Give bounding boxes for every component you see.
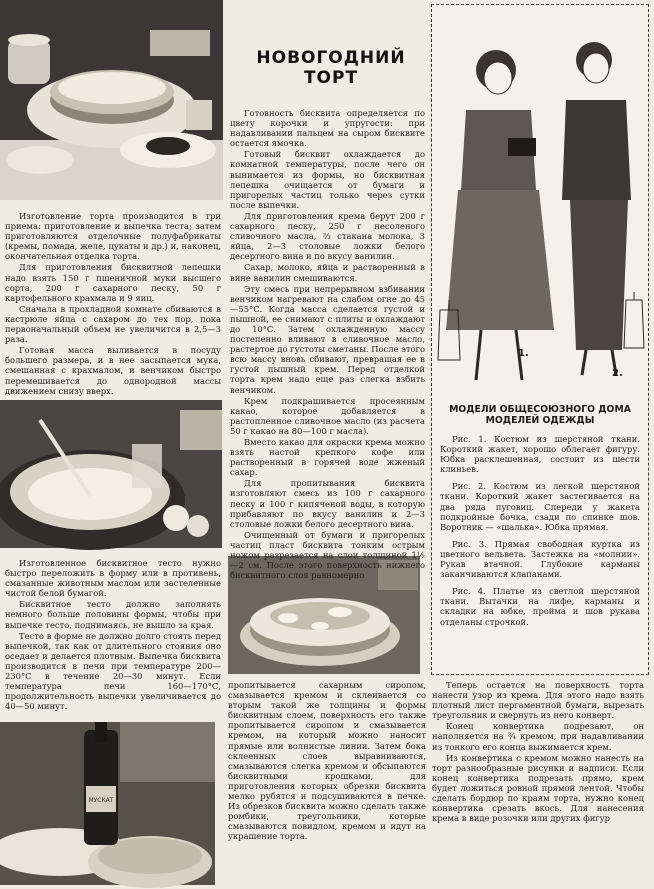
wine-bottle-photo (0, 722, 215, 885)
paragraph: Очищенный от бумаги и пригорелых частиц пласт бисквита тонким острым ножом разрезается на слои толщиной 1½—2 см. После этого поверхность нижнего бисквитного слоя равномерно (230, 529, 425, 581)
paragraph: Теперь остается на поверхность торта нанести узор из крема. Для этого надо взять плотный лист пергаментной бумаги, вырезать треугольник и свернуть из него конверт. (432, 680, 644, 721)
paragraph: Эту смесь при непрерывном взбивании венчиком нагревают на слабом огне до 45—55°С. Когда масса сделается густой и пышной, ее снимают с плиты и охлаждают до 10°С. Затем охлажденную массу постепенно вливают в сливочное масло, растертое до густоты сметаны. После этого всю массу вновь сбивают, превращая ее в густой пышный крем. Перед отделкой торта крем надо еще раз слегка взбить венчиком. (230, 283, 425, 395)
paragraph: Крем подкрашивается просеянным какао, которое добавляется в растопленное сливочное масло (из расчета 50 г какао на 80—100 г масла). (230, 395, 425, 436)
paragraph: Сначала в прохладной комнате сбиваются в кастрюле яйца с сахаром до тех пор, пока первоначальный объем не увеличится в 2,5—3 раза. (5, 303, 221, 345)
paragraph: Готовый бисквит охлаждается до комнатной температуры, после чего он вынимается из формы, но бисквитная лепешка очищается от бумаги и пригорелых частиц только через сутки после выпечки. (230, 149, 425, 210)
caption: Рис. 1. Костюм из шерстяной ткани. Короткий жакет, хорошо облегает фигуру. Юбка расклешенная, состоит из шести клиньев. (440, 434, 640, 475)
fashion-captions (440, 434, 640, 670)
paragraph: Изготовление торта производится в три приема: приготовление и выпечка теста; затем приготовляются отделочные полуфабрикаты (кремы, помада, желе, цукаты и др.) и, наконец, окончательная отделка торта. (5, 211, 221, 262)
mixing-bowl-photo (0, 400, 222, 548)
article-column-1-top (5, 211, 221, 397)
caption: Рис. 4. Платье из светлой шерстяной ткани. Вытачки на лифе, карманы и складки на юбке, пройма и шов рукава отделаны строчкой. (440, 586, 640, 627)
paragraph: Из конвертика с кремом можно нанесть на торт разнообразные рисунки и надписи. Если конец конвертика подрезать прямо, крем будет ложиться ровной прямой лентой. Чтобы сделать бордюр по краям торта, нужно конец конвертика срезать вкось. Для нанесения крема в виде розочки или других фигур (432, 752, 644, 824)
paragraph: Конец конвертика подрезают, он наполняется на ¾ кремом, при надавливании из тонкого его конца выжимается крем. (432, 721, 644, 752)
paragraph: Для пропитывания бисквита изготовляют смесь из 100 г сахарного песку и 100 г кипяченой воды, в которую прибавляют по вкусу ванилин и 2—3 столовые ложки белого десертного вина. (230, 478, 425, 529)
paragraph: Готовность бисквита определяется по цвету корочки и упругости: при надавливании пальцем на сыром бисквите остается ямочка. (230, 108, 425, 149)
paragraph: Сахар, молоко, яйца и растворенный в вине ванилин смешиваются. (230, 262, 425, 283)
article-column-2 (230, 108, 425, 581)
mixing-bowl-illustration (0, 400, 222, 548)
cake-table-photo (0, 0, 223, 200)
wine-bottle-illustration (0, 722, 215, 885)
figure-number-2: 2. (612, 368, 623, 379)
paragraph: Вместо какао для окраски крема можно взять настой крепкого кофе или растворенный в горячей воде жженый сахар. (230, 437, 425, 478)
paragraph: Для приготовления крема берут 200 г сахарного песку, 250 г несоленого сливочного масла, ⅔ стакана молока, 3 яйца, 2—3 столовые ложки белого десертного вина и по вкусу ванилин. (230, 210, 425, 262)
fashion-figure-1 (446, 50, 554, 380)
figure-number-1: 1. (518, 348, 529, 359)
paragraph: Для приготовления бисквитной лепешки надо взять 150 г пшеничной муки высшего сорта, 200 г сахарного песку, 50 г картофельного крахмала и 9 яиц. (5, 262, 221, 303)
bottle-label-text: МУСКАТ (88, 797, 114, 804)
paragraph: пропитывается сахарным сиропом, смазывается кремом и склеивается со вторым такой же толщины и формы бисквитным слоем, поверхность его также пропитывается сиропом и смазывается кремом, на который можно наносит прямые или волнистые линии. Затем бока склеенных слоев выравниваются, смазываются слегка кремом и обсыпаются бисквитными крошками, для приготовления которых обрезки бисквита мелко рубятся и подсушиваются в печке. Из обрезков бисквита можно сделать также ромбики, треугольники, которые смазываются повидлом, кремом и идут на украшение торта. (228, 680, 426, 842)
cake-table-illustration (0, 0, 223, 200)
article-column-3-bottom (432, 680, 644, 885)
fashion-illustration (436, 30, 646, 392)
fashion-figure-2 (562, 42, 631, 375)
paragraph: Готовая масса выливается в посуду большего размера, и в нее засыпается мука, смешанная с крахмалом, и венчиком быстро перемешивается до однородной массы движением снизу вверх. (5, 345, 221, 396)
paragraph: Бисквитное тесто должно заполнять немного больше половины формы, чтобы при выпечке тесто, поднимаясь, не вышло за края. (5, 599, 221, 630)
article-title: НОВОГОДНИЙ ТОРТ (256, 48, 406, 88)
article-column-2-bottom (228, 680, 426, 880)
paragraph: Тесто в форме не должно долго стоять перед выпечкой, так как от длительного стояния оно оседает и делается плотным. Выпечка бисквита производится в печи при температуре 200—230°С в течение 20—30 минут. Если температура печи 160—170°С, продолжительность выпечки увеличивается до 40—50 минут. (5, 630, 221, 712)
article-column-1-middle (5, 558, 221, 720)
fashion-sketch-4 (624, 292, 644, 348)
paragraph: Изготовленное бисквитное тесто нужно быстро переложить в форму или в противень, смазанные животным маслом или застеленные чистой белой бумагой. (5, 558, 221, 599)
caption: Рис. 3. Прямая свободная куртка из цветного вельвета. Застежка на «молнии». Рукав втачной. Глубокие карманы заканчиваются клапанами. (440, 538, 640, 580)
caption: Рис. 2. Костюм из легкой шерстяной ткани. Короткий жакет застегивается на два ряда пуговиц. Спереди у жакета подкройные бочка, сзади по спинке шов. Воротник — «шалька». Юбка прямая. (440, 481, 640, 532)
fashion-heading: МОДЕЛИ ОБЩЕСОЮЗНОГО ДОМА МОДЕЛЕЙ ОДЕЖДЫ (449, 404, 631, 426)
